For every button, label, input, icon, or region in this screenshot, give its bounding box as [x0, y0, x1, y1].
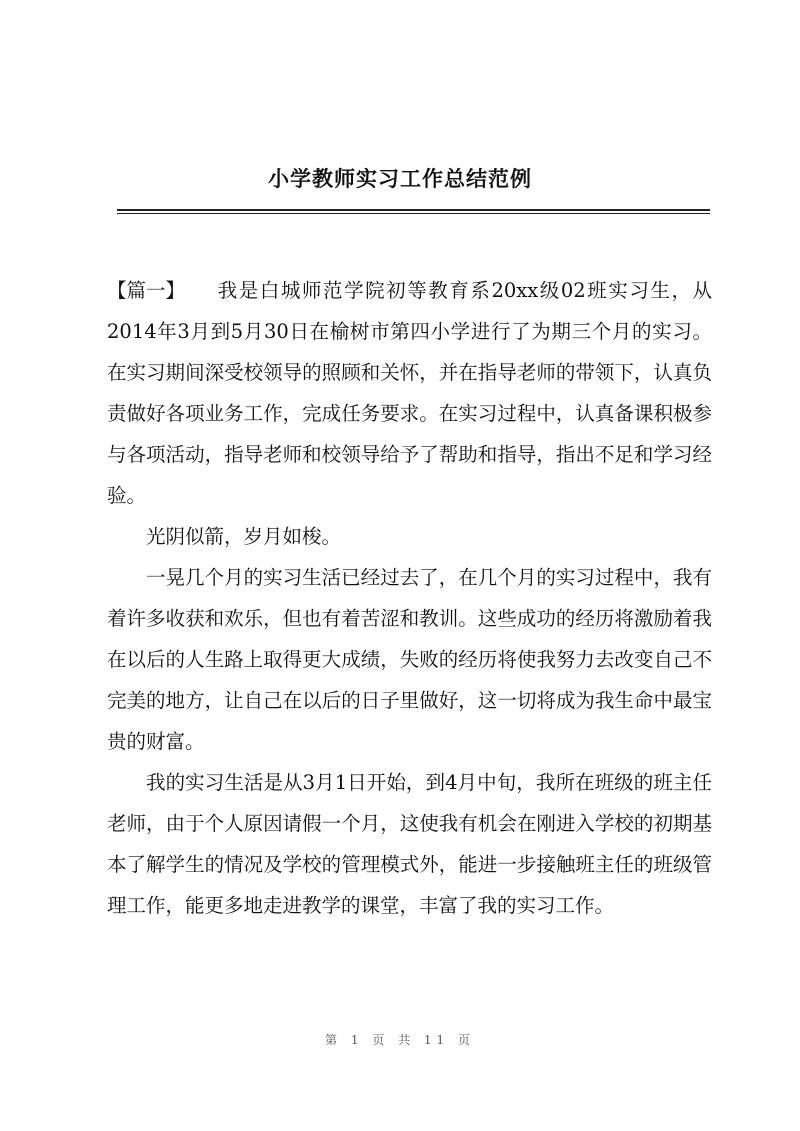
paragraph-3: 一晃几个月的实习生活已经过去了，在几个月的实习过程中，我有着许多收获和欢乐，但也有着苦涩和教训。这些成功的经历将激励着我在以后的人生路上取得更大成绩，失败的经历将使我努力去改变自己不完美的地方，让自己在以后的日子里做好，这一切将成为我生命中最宝贵的财富。	[107, 566, 712, 753]
paragraph-2: 光阴似箭，岁月如梭。	[146, 525, 342, 548]
title-divider	[117, 209, 710, 211]
document-body	[107, 270, 712, 926]
document-title: 小学教师实习工作总结范例	[268, 166, 532, 191]
title-divider-thin	[117, 213, 710, 214]
section-label: 【篇一】	[107, 279, 186, 302]
paragraph-1-text: 我是白城师范学院初等教育系20xx级02班实习生，从2014年3月到5月30日在榆树市第四小学进行了为期三个月的实习。在实习期间深受校领导的照顾和关怀，并在指导老师的带领下，认真负责做好各项业务工作，完成任务要求。在实习过程中，认真备课积极参与各项活动，指导老师和校领导给予了帮助和指导，指出不足和学习经验。	[107, 279, 712, 507]
paragraph-1	[107, 270, 712, 516]
page-number-footer: 第 1 页 共 11 页	[325, 1033, 475, 1047]
paragraph-4: 我的实习生活是从3月1日开始，到4月中旬，我所在班级的班主任老师，由于个人原因请假一个月，这使我有机会在刚进入学校的初期基本了解学生的情况及学校的管理模式外，能进一步接触班主任的班级管理工作，能更多地走进教学的课堂，丰富了我的实习工作。	[107, 771, 712, 917]
